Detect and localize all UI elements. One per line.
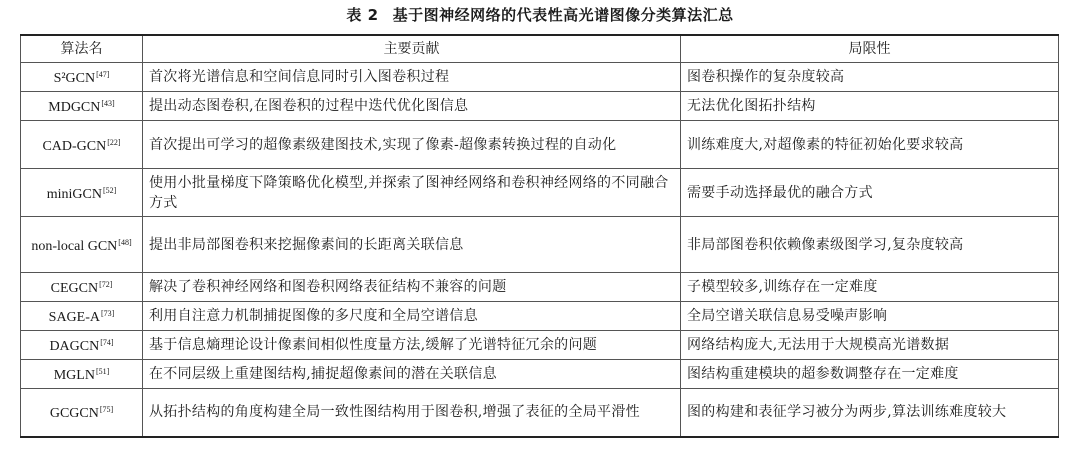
table-row bbox=[21, 169, 1059, 217]
reference-number: [47] bbox=[96, 70, 110, 79]
algorithm-summary-table bbox=[20, 34, 1059, 438]
reference-number: [75] bbox=[99, 405, 114, 415]
table-header-row bbox=[21, 35, 1059, 63]
table-row bbox=[21, 63, 1059, 92]
algorithm-name-cell bbox=[21, 389, 143, 437]
limitation-cell: 图的构建和表征学习被分为两步,算法训练难度较大 bbox=[681, 389, 1059, 437]
table-row bbox=[21, 389, 1059, 437]
contribution-cell: 从拓扑结构的角度构建全局一致性图结构用于图卷积,增强了表征的全局平滑性 bbox=[143, 389, 681, 437]
table-row bbox=[21, 360, 1059, 389]
table-row bbox=[21, 217, 1059, 273]
limitation-cell: 无法优化图拓扑结构 bbox=[681, 92, 1059, 121]
limitation-cell: 非局部图卷积依赖像素级图学习,复杂度较高 bbox=[681, 217, 1059, 273]
algorithm-name: miniGCN bbox=[46, 186, 102, 202]
algorithm-name: SAGE-A bbox=[48, 310, 100, 325]
algorithm-name: non-local GCN bbox=[31, 238, 118, 254]
table-row bbox=[21, 302, 1059, 331]
limitation-cell: 训练难度大,对超像素的特征初始化要求较高 bbox=[681, 121, 1059, 169]
algorithm-name: MGLN bbox=[53, 368, 95, 383]
algorithm-name: MDGCN bbox=[48, 100, 101, 115]
reference-number: [51] bbox=[95, 367, 110, 376]
header-main-contribution: 主要贡献 bbox=[143, 35, 681, 63]
limitation-cell: 网络结构庞大,无法用于大规模高光谱数据 bbox=[681, 331, 1059, 360]
limitation-cell: 子模型较多,训练存在一定难度 bbox=[681, 273, 1059, 302]
algorithm-name-cell bbox=[21, 360, 143, 389]
table-row bbox=[21, 273, 1059, 302]
limitation-cell: 全局空谱关联信息易受噪声影响 bbox=[681, 302, 1059, 331]
reference-number: [22] bbox=[107, 137, 121, 147]
algorithm-name: GCGCN bbox=[49, 406, 99, 422]
contribution-cell: 提出非局部图卷积来挖掘像素间的长距离关联信息 bbox=[143, 217, 681, 273]
algorithm-name: CEGCN bbox=[50, 281, 99, 296]
algorithm-name-cell bbox=[21, 169, 143, 217]
contribution-cell: 利用自注意力机制捕捉图像的多尺度和全局空谱信息 bbox=[143, 302, 681, 331]
algorithm-name-cell bbox=[21, 302, 143, 331]
reference-number: [43] bbox=[101, 99, 115, 108]
algorithm-name: S²GCN bbox=[53, 71, 96, 86]
algorithm-name-cell bbox=[21, 121, 143, 169]
header-algorithm-name: 算法名 bbox=[21, 35, 143, 63]
contribution-cell: 使用小批量梯度下降策略优化模型,并探索了图神经网络和卷积神经网络的不同融合方式 bbox=[143, 169, 681, 217]
contribution-cell: 首次提出可学习的超像素级建图技术,实现了像素-超像素转换过程的自动化 bbox=[143, 121, 681, 169]
contribution-cell: 首次将光谱信息和空间信息同时引入图卷积过程 bbox=[143, 63, 681, 92]
contribution-cell: 基于信息熵理论设计像素间相似性度量方法,缓解了光谱特征冗余的问题 bbox=[143, 331, 681, 360]
algorithm-name-cell bbox=[21, 92, 143, 121]
contribution-cell: 解决了卷积神经网络和图卷积网络表征结构不兼容的问题 bbox=[143, 273, 681, 302]
reference-number: [73] bbox=[101, 309, 115, 318]
table-row bbox=[21, 92, 1059, 121]
algorithm-name-cell bbox=[21, 331, 143, 360]
algorithm-name: CAD-GCN bbox=[42, 138, 107, 154]
limitation-cell: 图卷积操作的复杂度较高 bbox=[681, 63, 1059, 92]
algorithm-name-cell bbox=[21, 273, 143, 302]
reference-number: [74] bbox=[100, 338, 114, 347]
table-title: 基于图神经网络的代表性高光谱图像分类算法汇总 bbox=[392, 6, 734, 24]
algorithm-name-cell bbox=[21, 63, 143, 92]
reference-number: [72] bbox=[99, 280, 113, 289]
reference-number: [52] bbox=[102, 185, 117, 195]
contribution-cell: 提出动态图卷积,在图卷积的过程中迭代优化图信息 bbox=[143, 92, 681, 121]
header-limitation: 局限性 bbox=[681, 35, 1059, 63]
table-number: 表 2 bbox=[346, 6, 379, 24]
reference-number: [48] bbox=[118, 237, 132, 247]
contribution-cell: 在不同层级上重建图结构,捕捉超像素间的潜在关联信息 bbox=[143, 360, 681, 389]
limitation-cell: 图结构重建模块的超参数调整存在一定难度 bbox=[681, 360, 1059, 389]
table-row bbox=[21, 331, 1059, 360]
table-row bbox=[21, 121, 1059, 169]
table-caption bbox=[0, 4, 1080, 25]
limitation-cell: 需要手动选择最优的融合方式 bbox=[681, 169, 1059, 217]
algorithm-name: DAGCN bbox=[49, 339, 100, 354]
algorithm-name-cell bbox=[21, 217, 143, 273]
